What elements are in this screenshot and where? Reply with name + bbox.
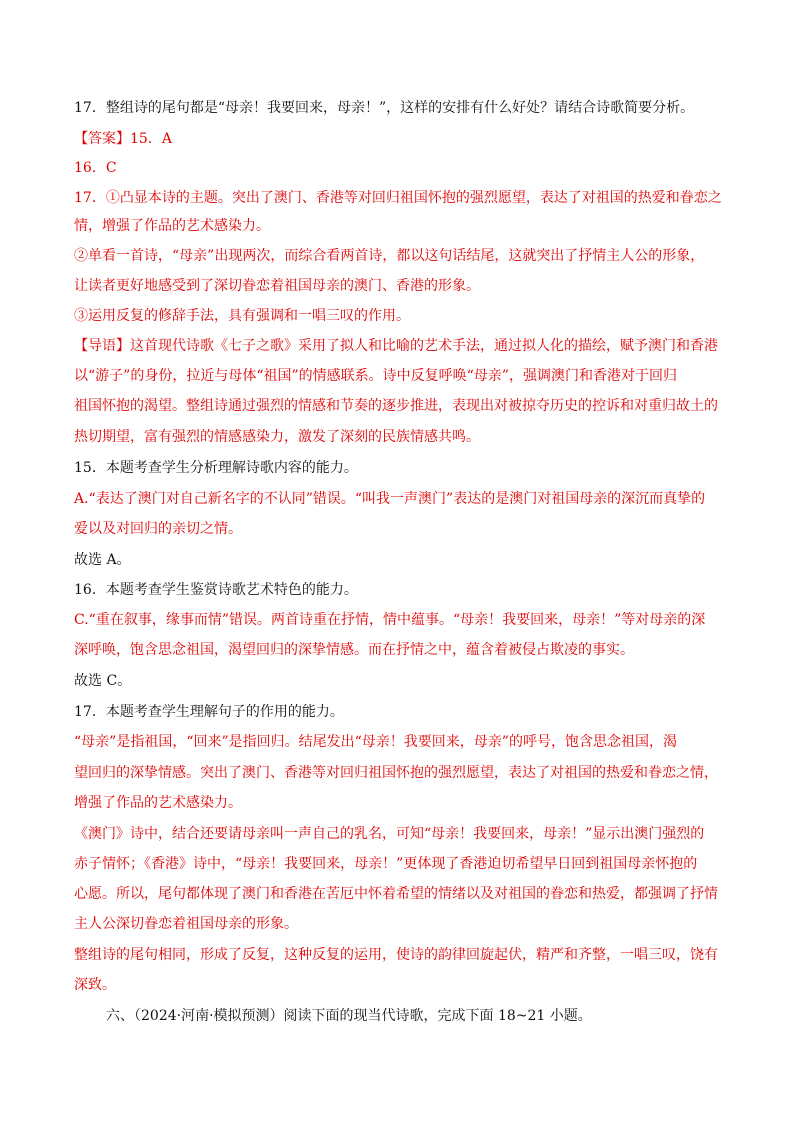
- analysis-16-body: C.“重在叙事，缘事而情”错误。两首诗重在抒情，情中蕴事。“母亲！我要回来，母亲！”等对母亲的深: [74, 612, 706, 628]
- analysis-17-body-1: “母亲”是指祖国，“回来”是指回归。结尾发出“母亲！我要回来，母亲”的呼号，饱含思念祖国，渴: [74, 734, 677, 750]
- answer-heading: 【答案】15．A: [74, 131, 172, 147]
- analysis-17-body-7: 主人公深切眷恋着祖国母亲的形象。: [74, 916, 298, 932]
- analysis-16-body-cont: 深呼唤，饱含思念祖国，渴望回归的深挚情感。而在抒情之中，蕴含着被侵占欺凌的事实。: [74, 642, 634, 658]
- analysis-17-body-3: 增强了作品的艺术感染力。: [74, 795, 242, 811]
- analysis-16-choice: 故选 C。: [74, 673, 132, 689]
- analysis-15-body: A.“表达了澳门对自己新名字的不认同”错误。“叫我一声澳门”表达的是澳门对祖国母亲的深沉而真挚的: [74, 491, 706, 507]
- answer-16: 16．C: [74, 160, 117, 176]
- analysis-15-choice: 故选 A。: [74, 552, 131, 568]
- guide-paragraph-2: 以“游子”的身份，拉近与母体“祖国”的情感联系。诗中反复呼唤“母亲”，强调澳门和香港对于回归: [74, 368, 677, 384]
- analysis-15-body-cont: 爱以及对回归的亲切之情。: [74, 521, 242, 537]
- analysis-17-body-4: 《澳门》诗中，结合还要请母亲叫一声自己的乳名，可知“母亲！我要回来，母亲！”显示出澳门强烈的: [74, 826, 705, 842]
- guide-paragraph-3: 祖国怀抱的渴望。整组诗通过强烈的情感和节奏的逐步推进，表现出对被掠夺历史的控诉和对重归故土的: [74, 398, 718, 414]
- analysis-15-heading: 15．本题考查学生分析理解诗歌内容的能力。: [74, 460, 358, 476]
- section-six-heading: 六、（2024·河南·模拟预测）阅读下面的现当代诗歌，完成下面 18~21 小题。: [106, 1008, 592, 1024]
- analysis-17-body-9: 深致。: [74, 977, 116, 993]
- guide-paragraph-1: 【导语】这首现代诗歌《七子之歌》采用了拟人和比喻的艺术手法，通过拟人化的描绘，赋予澳门和香港: [74, 338, 718, 354]
- analysis-17-heading: 17．本题考查学生理解句子的作用的能力。: [74, 704, 344, 720]
- analysis-16-heading: 16．本题考查学生鉴赏诗歌艺术特色的能力。: [74, 582, 358, 598]
- answer-17-point-1-cont: 情，增强了作品的艺术感染力。: [74, 218, 270, 234]
- analysis-17-body-8: 整组诗的尾句相同，形成了反复，这种反复的运用，使诗的韵律回旋起伏，精严和齐整，一唱三叹，饶有: [74, 947, 718, 963]
- guide-paragraph-4: 热切期望，富有强烈的情感感染力，激发了深刻的民族情感共鸣。: [74, 429, 480, 445]
- analysis-17-body-2: 望回归的深挚情感。突出了澳门、香港等对回归祖国怀抱的强烈愿望，表达了对祖国的热爱和眷恋之情，: [74, 765, 718, 781]
- answer-17-point-2: ②单看一首诗，“母亲”出现两次，而综合看两首诗，都以这句话结尾，这就突出了抒情主人公的形象，: [74, 248, 705, 264]
- analysis-17-body-5: 赤子情怀；《香港》诗中，“母亲！我要回来，母亲！”更体现了香港迫切希望早日回到祖国母亲怀抱的: [74, 856, 698, 872]
- question-17: 17．整组诗的尾句都是“母亲！我要回来，母亲！”，这样的安排有什么好处？请结合诗歌简要分析。: [74, 100, 695, 116]
- answer-17-point-2-cont: 让读者更好地感受到了深切眷恋着祖国母亲的澳门、香港的形象。: [74, 278, 480, 294]
- analysis-17-body-6: 心愿。所以，尾句都体现了澳门和香港在苦厄中怀着希望的情绪以及对祖国的眷恋和热爱，都强调了抒情: [74, 886, 718, 902]
- answer-17-point-1: 17．①凸显本诗的主题。突出了澳门、香港等对回归祖国怀抱的强烈愿望，表达了对祖国的热爱和眷恋之: [74, 190, 722, 206]
- answer-17-point-3: ③运用反复的修辞手法，具有强调和一唱三叹的作用。: [74, 308, 410, 324]
